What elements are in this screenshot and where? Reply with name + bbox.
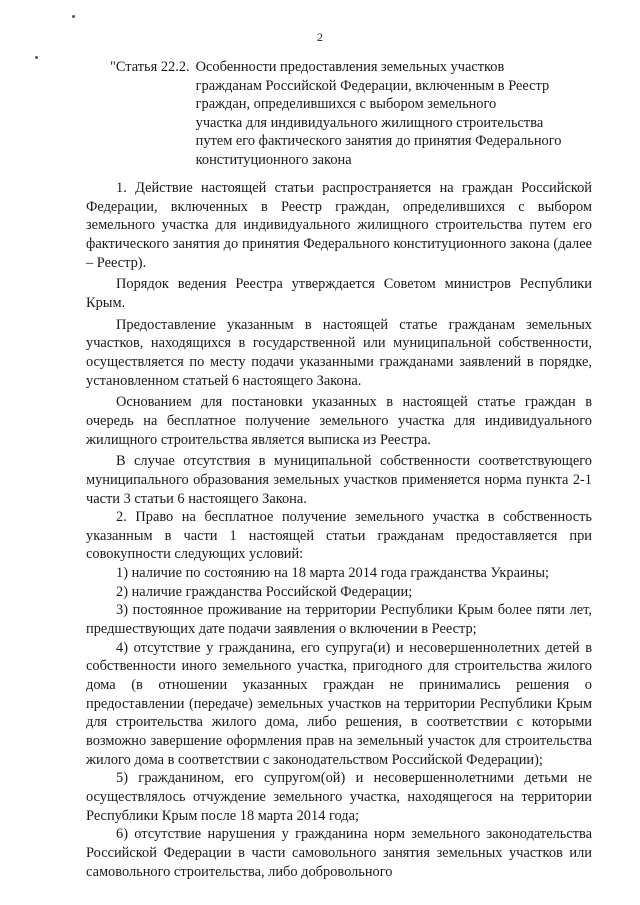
paragraph: Порядок ведения Реестра утверждается Советом министров Республики Крым. [86, 276, 592, 311]
scan-speck [72, 15, 75, 18]
paragraph: 2. Право на бесплатное получение земельного участка в собственность указанным в части 1 настоящей статьи гражданам предоставляется при совокупности следующих условий: [86, 509, 592, 563]
list-item: 5) гражданином, его супругом(ой) и несовершеннолетними детьми не осуществлялось отчуждение земельного участка, находящегося на территории Республики Крым после 18 марта 2014 года; [86, 770, 592, 824]
article-title [196, 58, 562, 169]
article-heading [110, 58, 580, 169]
article-title-line: гражданам Российской Федерации, включенным в Реестр [195, 77, 550, 94]
paragraph: В случае отсутствия в муниципальной собственности соответствующего муниципального образования земельных участков применяется норма пункта 2-1 части 3 статьи 6 настоящего Закона. [86, 453, 592, 507]
article-body [86, 179, 592, 881]
article-title-line: Особенности предоставления земельных участков [195, 59, 505, 75]
scan-speck [35, 56, 38, 59]
paragraph: Основанием для постановки указанных в настоящей статье граждан в очередь на бесплатное получение земельного участка для индивидуального жилищного строительства является выписка из Реестра. [86, 394, 592, 448]
list-item: 6) отсутствие нарушения у гражданина норм земельного законодательства Российской Федерации в части самовольного занятия земельных участков или самовольного строительства, либо добровольного [86, 826, 592, 880]
article-label: "Статья 22.2. [110, 59, 190, 75]
list-item: 3) постоянное проживание на территории Республики Крым более пяти лет, предшествующих дате подачи заявления о включении в Реестр; [86, 602, 592, 638]
paragraph: 1. Действие настоящей статьи распространяется на граждан Российской Федерации, включенных в Реестр граждан, определившихся с выбором земельного участка для индивидуального жилищного строительства путем его фактического занятия до принятия Федерального конституционного закона (далее – Реестр). [86, 180, 592, 271]
article-title-line: путем его фактического занятия до принятия Федерального [195, 133, 562, 149]
list-item: 2) наличие гражданства Российской Федерации; [116, 583, 413, 600]
article-title-line: участка для индивидуального жилищного строительства [195, 114, 544, 131]
page-number: 2 [317, 30, 323, 44]
article-title-line: граждан, определившихся с выбором земельного [195, 96, 497, 112]
list-item: 4) отсутствие у гражданина, его супруга(и) и несовершеннолетних детей в собственности иного земельного участка, пригодного для строительства жилого дома (в отношении указанных граждан не принимались решения о предоставлении (передаче) земельных участков на территории Республики Крым для строительства жилого дома, либо решения, в соответствии с которыми возможно завершение оформления прав на земельный участок для строительства жилого дома в соответствии с законодательством Российской Федерации); [86, 639, 592, 768]
list-item: 1) наличие по состоянию на 18 марта 2014 года гражданства Украины; [116, 565, 550, 582]
article-title-line: конституционного закона [195, 151, 352, 168]
paragraph: Предоставление указанным в настоящей статье гражданам земельных участков, находящихся в государственной или муниципальной собственности, осуществляется по месту подачи указанными гражданами заявлений в порядке, установленном статьей 6 настоящего Закона. [86, 316, 592, 389]
